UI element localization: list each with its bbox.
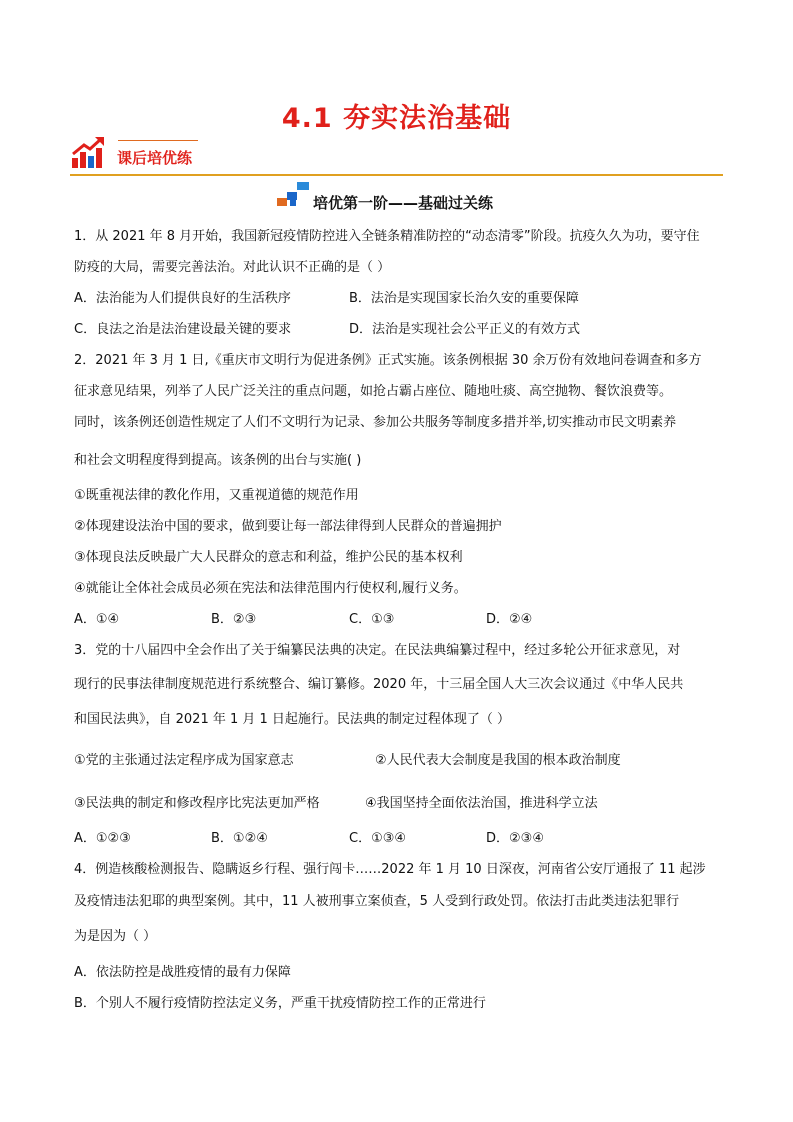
- q2-item: ①既重视法律的教化作用，又重视道德的规范作用: [74, 488, 359, 503]
- q1-option-d: D．法治是实现社会公平正义的有效方式: [349, 322, 581, 337]
- q4-stem-line: 为是因为（ ）: [74, 929, 157, 944]
- q2-stem-line: 和社会文明程度得到提高。该条例的出台与实施( ): [74, 453, 362, 468]
- q3-stem-line: 现行的民事法律制度规范进行系统整合、编订纂修。2020 年，十三届全国人大三次会议通过《中华人民共: [74, 677, 684, 692]
- stair-blocks-icon: [276, 180, 310, 210]
- q3-item: ④我国坚持全面依法治国，推进科学立法: [365, 796, 598, 811]
- logo-underline: [118, 140, 198, 141]
- q2-item: ②体现建设法治中国的要求，做到要让每一部法律得到人民群众的普遍拥护: [74, 519, 502, 534]
- q3-option-b: B．①②④: [211, 831, 268, 846]
- q2-item: ④就能让全体社会成员必须在宪法和法律范围内行使权利,履行义务。: [74, 581, 467, 596]
- q3-option-c: C．①③④: [349, 831, 407, 846]
- q3-item: ②人民代表大会制度是我国的根本政治制度: [375, 753, 621, 768]
- q3-item: ①党的主张通过法定程序成为国家意志: [74, 753, 294, 768]
- q2-option-a: A．①④: [74, 612, 120, 627]
- q2-stem-line: 征求意见结果，列举了人民广泛关注的重点问题，如抢占霸占座位、随地吐痰、高空抛物、餐饮浪费等。: [74, 384, 673, 399]
- q4-option-a: A．依法防控是战胜疫情的最有力保障: [74, 965, 291, 980]
- q4-stem-line: 4．例造核酸检测报告、隐瞒返乡行程、强行闯卡……2022 年 1 月 10 日深夜，河南省公安厅通报了 11 起涉: [74, 862, 706, 877]
- q4-option-b: B．个别人不履行疫情防控法定义务，严重干扰疫情防控工作的正常进行: [74, 996, 486, 1011]
- q2-stem-line: 同时，该条例还创造性规定了人们不文明行为记录、参加公共服务等制度多措并举,切实推动市民文明素养: [74, 415, 677, 430]
- header-rule: [70, 174, 723, 176]
- q1-option-c: C．良法之治是法治建设最关键的要求: [74, 322, 292, 337]
- page-title: 4.1 夯实法治基础: [281, 103, 512, 134]
- subtitle-bar: [0, 180, 793, 214]
- q2-item: ③体现良法反映最广大人民群众的意志和利益，维护公民的基本权利: [74, 550, 463, 565]
- q4-stem-line: 及疫情违法犯耶的典型案例。其中，11 人被刑事立案侦查，5 人受到行政处罚。依法打击此类违法犯罪行: [74, 894, 680, 909]
- q3-item: ③民法典的制定和修改程序比宪法更加严格: [74, 796, 320, 811]
- q2-option-d: D．②④: [486, 612, 533, 627]
- q2-option-c: C．①③: [349, 612, 395, 627]
- q1-stem-line: 防疫的大局，需要完善法治。对此认识不正确的是（ ）: [74, 260, 391, 275]
- rising-chart-logo-icon: [70, 134, 106, 170]
- section-label: 课后培优练: [117, 149, 193, 167]
- subtitle: 培优第一阶——基础过关练: [313, 194, 494, 212]
- q3-stem-line: 和国民法典》，自 2021 年 1 月 1 日起施行。民法典的制定过程体现了（ ）: [74, 712, 511, 727]
- q2-option-b: B．②③: [211, 612, 257, 627]
- q2-stem-line: 2．2021 年 3 月 1 日,《重庆市文明行为促进条例》正式实施。该条例根据 30 余万份有效地问卷调查和多方: [74, 353, 702, 368]
- q3-stem-line: 3．党的十八届四中全会作出了关于编纂民法典的决定。在民法典编纂过程中，经过多轮公开征求意见，对: [74, 643, 681, 658]
- q3-option-a: A．①②③: [74, 831, 131, 846]
- q1-option-a: A．法治能为人们提供良好的生活秩序: [74, 291, 291, 306]
- q3-option-d: D．②③④: [486, 831, 544, 846]
- q1-stem-line: 1．从 2021 年 8 月开始，我国新冠疫情防控进入全链条精准防控的“动态清零”阶段。抗疫久久为功，要守住: [74, 229, 700, 244]
- q1-option-b: B．法治是实现国家长治久安的重要保障: [349, 291, 579, 306]
